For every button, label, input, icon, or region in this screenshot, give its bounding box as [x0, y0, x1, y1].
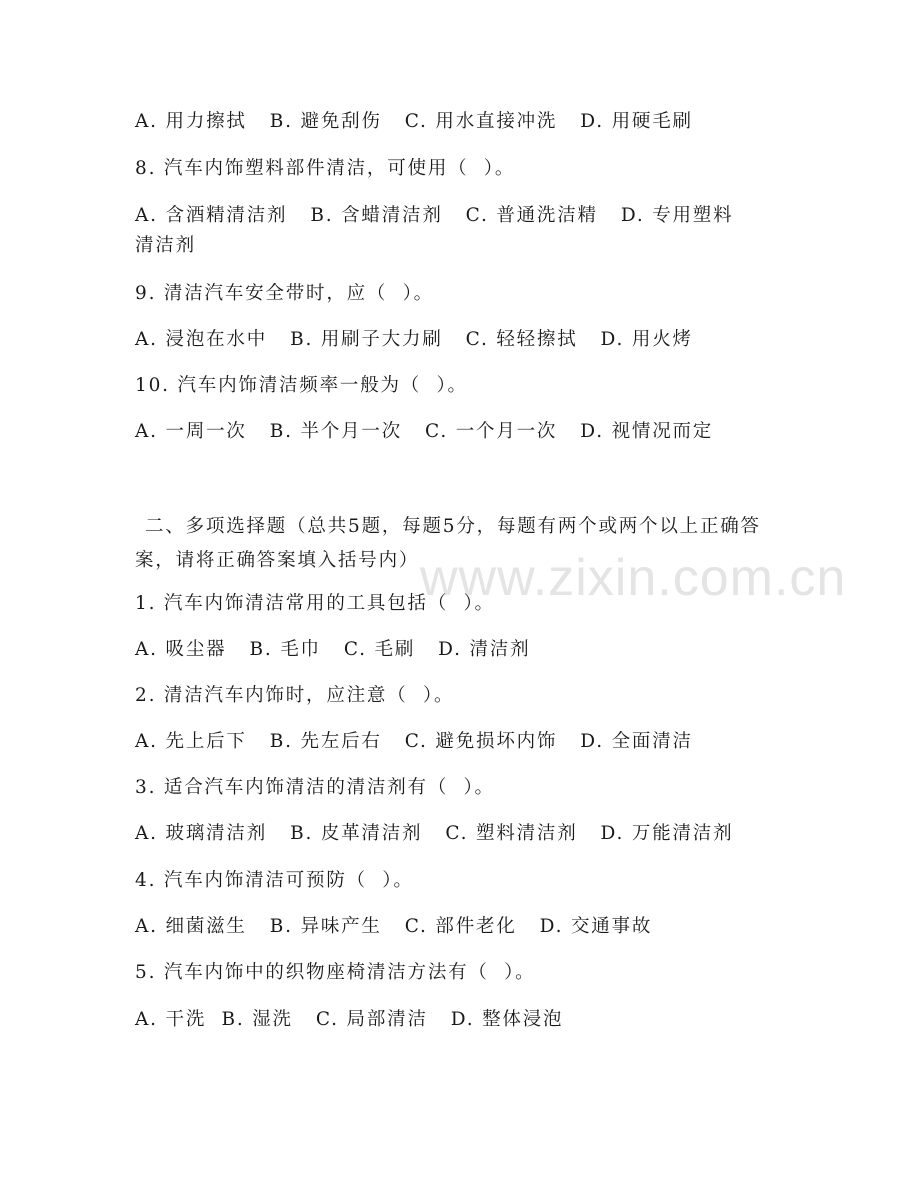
q9-question: 9. 清洁汽车安全带时，应（ ）。: [135, 283, 434, 304]
mq3-options: A. 玻璃清洁剂 B. 皮革清洁剂 C. 塑料清洁剂 D. 万能清洁剂: [135, 823, 734, 844]
mq5-options: A. 干洗 B. 湿洗 C. 局部清洁 D. 整体浸泡: [135, 1009, 564, 1030]
mq1-options: A. 吸尘器 B. 毛巾 C. 毛刷 D. 清洁剂: [135, 639, 531, 660]
mq2-options: A. 先上后下 B. 先左后右 C. 避免损坏内饰 D. 全面清洁: [135, 731, 693, 752]
watermark-text: www.zixin.com.cn: [420, 549, 847, 607]
q8-options-continued: 清洁剂: [135, 235, 196, 256]
q8-question: 8. 汽车内饰塑料部件清洁，可使用（ ）。: [135, 158, 516, 179]
mq1-question: 1. 汽车内饰清洁常用的工具包括（ ）。: [135, 593, 495, 614]
mq5-question: 5. 汽车内饰中的织物座椅清洁方法有（ ）。: [135, 962, 536, 983]
q10-question: 10. 汽车内饰清洁频率一般为（ ）。: [135, 375, 468, 396]
q8-options: A. 含酒精清洁剂 B. 含蜡清洁剂 C. 普通洗洁精 D. 专用塑料: [135, 205, 734, 226]
mq4-question: 4. 汽车内饰清洁可预防（ ）。: [135, 870, 414, 891]
mq4-options: A. 细菌滋生 B. 异味产生 C. 部件老化 D. 交通事故: [135, 916, 653, 937]
q7-options: A. 用力擦拭 B. 避免刮伤 C. 用水直接冲洗 D. 用硬毛刷: [135, 111, 693, 132]
mq3-question: 3. 适合汽车内饰清洁的清洁剂有（ ）。: [135, 777, 495, 798]
q10-options: A. 一周一次 B. 半个月一次 C. 一个月一次 D. 视情况而定: [135, 421, 714, 442]
q9-options: A. 浸泡在水中 B. 用刷子大力刷 C. 轻轻擦拭 D. 用火烤: [135, 329, 693, 350]
mq2-question: 2. 清洁汽车内饰时，应注意（ ）。: [135, 685, 455, 706]
section-heading-multiple-choice: 二、多项选择题（总共5题，每题5分，每题有两个或两个以上正确答案，请将正确答案填入括号内）: [135, 516, 761, 571]
